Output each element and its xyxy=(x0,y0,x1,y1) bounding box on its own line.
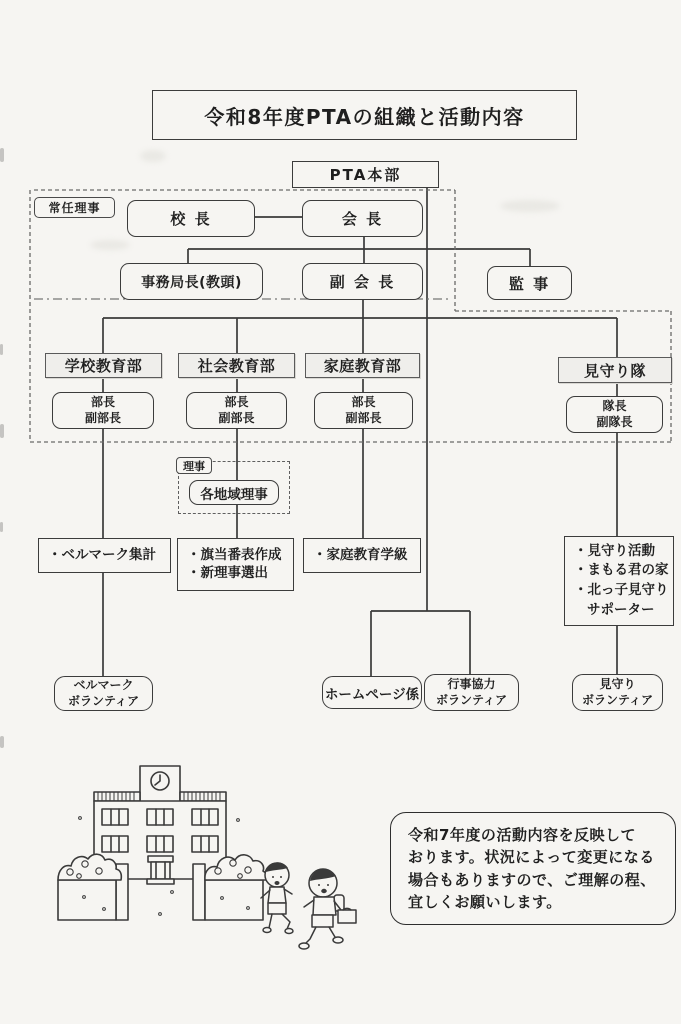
scan-smudge xyxy=(0,736,4,748)
subhead-label: 副隊長 xyxy=(596,414,633,429)
volunteer-line: 行事協力 xyxy=(447,676,496,691)
bellmark-volunteer-box xyxy=(54,676,153,711)
volunteer-line: 見守り xyxy=(599,676,636,691)
homepage-staff-box: ホームページ係 xyxy=(322,676,422,709)
page-title: 令和8年度PTAの組織と活動内容 xyxy=(152,90,577,140)
volunteer-line: ボランティア xyxy=(67,693,140,708)
dept-watch-team-box: 見守り隊 xyxy=(558,357,672,383)
dept-social-leaders-box xyxy=(186,392,287,429)
activity-item: ・旗当番表作成 xyxy=(187,546,282,563)
social-activities-box xyxy=(177,538,294,591)
watch-team-leaders-box xyxy=(566,396,663,433)
note-line: 令和7年度の活動内容を反映して xyxy=(408,825,636,844)
subhead-label: 副部長 xyxy=(84,410,121,425)
dept-home-education-box: 家庭教育部 xyxy=(305,353,420,378)
event-volunteer-box xyxy=(424,674,519,711)
head-label: 部長 xyxy=(90,394,115,409)
activity-item: サポーター xyxy=(587,601,655,618)
note-box xyxy=(390,812,676,925)
activity-item: ・まもる君の家 xyxy=(574,562,669,579)
note-line: 場合もありますので、ご理解の程、 xyxy=(408,870,656,889)
scan-smudge xyxy=(0,344,3,355)
scan-haze xyxy=(90,240,130,250)
director-label: 理事 xyxy=(176,457,212,474)
dept-social-education-box: 社会教育部 xyxy=(178,353,295,378)
scan-smudge xyxy=(0,424,4,438)
note-line: 宜しくお願いします。 xyxy=(408,893,562,911)
head-label: 部長 xyxy=(351,394,376,409)
activity-item: ・見守り活動 xyxy=(574,542,655,559)
volunteer-line: ベルマーク xyxy=(73,677,134,692)
subhead-label: 副部長 xyxy=(345,410,382,425)
head-label: 隊長 xyxy=(602,398,627,413)
activity-item: ・ベルマーク集計 xyxy=(48,546,156,563)
watch-volunteer-box xyxy=(572,674,663,711)
regional-directors-box: 各地域理事 xyxy=(189,480,279,505)
auditor-box: 監 事 xyxy=(487,266,572,300)
note-line: おります。状況によって変更になる xyxy=(408,848,655,866)
volunteer-line: ボランティア xyxy=(581,692,654,707)
scan-haze xyxy=(500,200,560,212)
subhead-label: 副部長 xyxy=(218,410,255,425)
home-activities-box xyxy=(303,538,421,573)
activity-item: ・家庭教育学級 xyxy=(313,546,408,563)
principal-box: 校 長 xyxy=(127,200,255,237)
dept-school-education-box: 学校教育部 xyxy=(45,353,162,378)
pta-headquarters-box: PTA本部 xyxy=(292,161,439,188)
scan-haze xyxy=(140,150,166,162)
vice-president-box: 副 会 長 xyxy=(302,263,423,300)
volunteer-line: ボランティア xyxy=(435,692,508,707)
school-activities-box xyxy=(38,538,171,573)
activity-item: ・北っ子見守り xyxy=(574,582,669,598)
scan-smudge xyxy=(0,148,4,162)
head-label: 部長 xyxy=(224,394,249,409)
dept-home-leaders-box xyxy=(314,392,413,429)
dept-school-leaders-box xyxy=(52,392,154,429)
watch-activities-box xyxy=(564,536,674,626)
children-illustration xyxy=(250,855,365,960)
activity-item: ・新理事選出 xyxy=(187,564,268,581)
president-box: 会 長 xyxy=(302,200,423,237)
scan-smudge xyxy=(0,522,3,532)
standing-committee-label: 常任理事 xyxy=(34,197,115,218)
secretary-general-box: 事務局長(教頭) xyxy=(120,263,263,300)
